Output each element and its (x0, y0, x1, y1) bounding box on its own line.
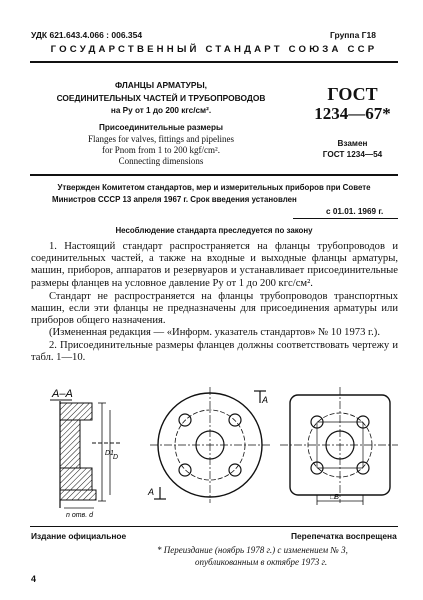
reprint-note-2: опубликованным в октябре 1973 г. (195, 557, 328, 567)
title-english-2: for Pnom from 1 to 200 kgf/cm². (102, 145, 220, 155)
title-english-1: Flanges for valves, fittings and pipelines (88, 134, 234, 144)
title-line-1: ФЛАНЦЫ АРМАТУРЫ, (114, 80, 207, 90)
page-number: 4 (31, 574, 37, 584)
flange-drawing (30, 383, 398, 523)
replaces-value: ГОСТ 1234—54 (322, 150, 383, 159)
title-rule (30, 174, 398, 176)
official-edition: Издание официальное (31, 531, 127, 541)
square-flange-view (280, 387, 398, 505)
gost-label: ГОСТ (327, 84, 378, 104)
dim-d-label: D (113, 454, 119, 461)
paragraph-2: Стандарт не распространяется на фланцы трубопроводов транспортных машин, если эти фланцы не предназначены для присоединения арматуры или приборов общего назначения. (31, 290, 398, 327)
title-english-3: Connecting dimensions (118, 156, 204, 166)
paragraph-4: 2. Присоединительные размеры фланцев должны соответствовать чертежу и табл. 1—10. (31, 339, 398, 363)
title-line-3: на Pу от 1 до 200 кгс/см². (110, 106, 212, 115)
approval-date: с 01.01. 1969 г. (326, 207, 384, 216)
title-subtitle: Присоединительные размеры (99, 123, 223, 132)
section-label: А–А (52, 388, 73, 400)
paragraph-3: (Измененная редакция — «Информ. указатель стандартов» № 10 1973 г.). (49, 327, 380, 339)
gost-number: 1234—67* (314, 104, 391, 123)
section-mark-bottom: А (148, 487, 155, 497)
body-text (31, 241, 398, 364)
replaces-label: Взамен (337, 139, 368, 148)
standard-line: ГОСУДАРСТВЕННЫЙ СТАНДАРТ СОЮЗА ССР (50, 44, 378, 55)
round-flange-view (147, 387, 270, 503)
dim-holes-label: n отв. d (66, 512, 93, 519)
flange-cross-section (60, 401, 120, 519)
dim-b-label: □В (330, 494, 339, 501)
approval-line-1: Утвержден Комитетом стандартов, мер и измерительных приборов при Совете (57, 183, 371, 192)
approval-date-underline (293, 218, 398, 219)
reprint-note-1: * Переиздание (ноябрь 1978 г.) с изменением № 3, (157, 545, 348, 555)
approval-line-2: Министров СССР 13 апреля 1967 г. Срок введения установлен (52, 195, 297, 204)
legal-notice: Несоблюдение стандарта преследуется по закону (115, 226, 313, 235)
dim-d1-label: D1 (105, 450, 114, 457)
footer-rule (30, 526, 398, 527)
header-rule (30, 61, 398, 63)
udk-code: УДК 621.643.4.066 : 006.354 (31, 30, 143, 40)
title-line-2: СОЕДИНИТЕЛЬНЫХ ЧАСТЕЙ И ТРУБОПРОВОДОВ (56, 93, 266, 103)
no-reprint: Перепечатка воспрещена (291, 531, 397, 541)
group-code: Группа Г18 (330, 30, 376, 40)
paragraph-1: 1. Настоящий стандарт распространяется на фланцы трубопроводов и соединительных частей, а также на входные и выходные фланцы арматуры, машин, приборов, аппаратов и резервуаров и устанавливает присоединительные размеры фланцев на условное давление Pу от 1 до 200 кгс/см². (31, 241, 398, 289)
section-mark-top: А (262, 395, 269, 405)
